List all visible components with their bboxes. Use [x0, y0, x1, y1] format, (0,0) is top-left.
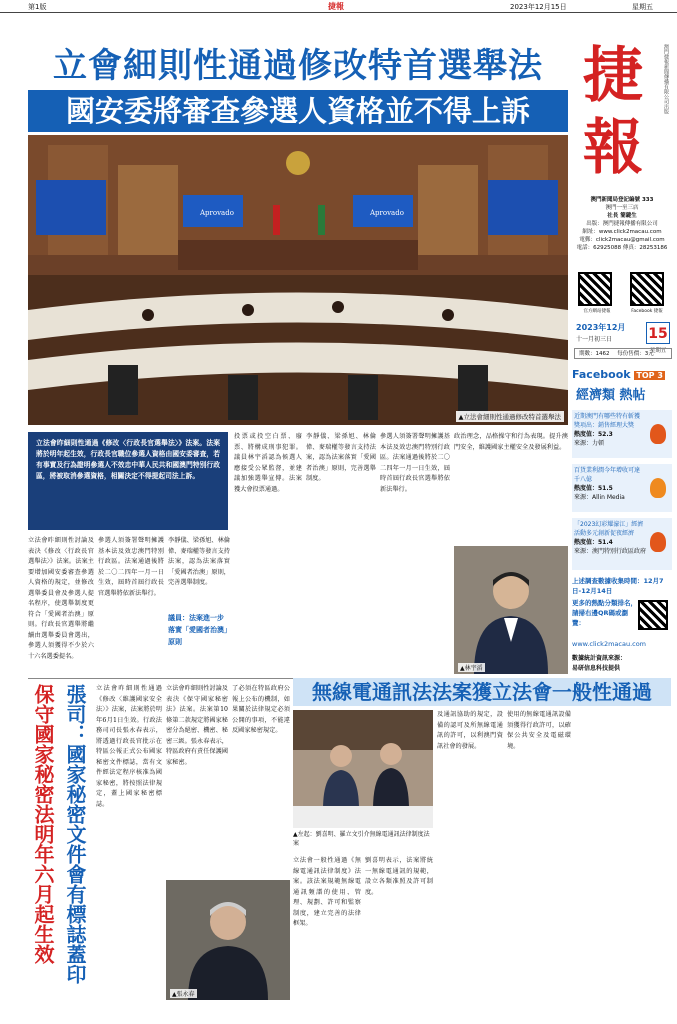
qr-code-website[interactable] [578, 272, 612, 306]
fb-item-1-text: 近期澳門有哪些特有斬獲獎項出：銷售經理大獎 [574, 413, 641, 429]
facebook-top3-box [572, 364, 672, 774]
fb-more: 更多的熱點分類排名，請掃右邊QR碼或瀏覽： [572, 599, 637, 627]
headline-secondary: 國安委將審查參選人資格並不得上訴 [28, 90, 568, 132]
story1-col2b: 李靜儀、梁孫旭、林倫偉、麥瑞權等發言支持法案，認為法案落實「愛國者治澳」原則，完善選舉制度。 [168, 537, 230, 586]
fb-top-label: TOP 3 [636, 371, 663, 380]
qr-row [574, 272, 670, 316]
calendar-lunar: 十一月初三日 [576, 336, 613, 343]
publisher-info [572, 196, 672, 252]
photo-caption: ▲立法會細則性通過修改特首選舉法 [456, 411, 565, 422]
fb-date-range: 上述調查數據收集時間：12月7日-12月14日 [572, 577, 664, 595]
issue-number: 期數：1462 [579, 351, 610, 357]
story2-headline-1: 張司：國家秘密文件會有標誌蓋印 [63, 684, 87, 984]
flame-icon [650, 424, 666, 444]
assembly-photo [28, 135, 568, 425]
story3-col4: 使用的無線電通訊設備須獲得行政許可，以確保公共安全及電磁環境。 [507, 711, 571, 750]
story2-headline-block [28, 684, 92, 1014]
fb-title-text: Facebook [572, 368, 631, 381]
fb-item-3[interactable] [572, 518, 672, 570]
president: 社長 簡鍵生 [607, 213, 637, 219]
lead-summary: 立法會昨細則性通過《修改〈行政長官選舉法〉》法案。法案將於明年起生效，行政長官職位參選人資格由國安委審查，若有事實及行為證明參選人不效忠中華人民共和國澳門特別行政區，將被取消參選資格，相關決定不得提起司法上訴。 [28, 432, 228, 530]
story3-col1: 立法會一般性通過《無線電通訊法律制度》法案。該法案規範無線電通訊頻譜的使用、管理、規劃、許可和監察制度，建立完善的法律框架。 [293, 857, 361, 927]
fb-item-1-heat: 熱度值：52.3 [574, 431, 613, 438]
screen-right-text: Aprovado [370, 209, 404, 217]
story1-col4: 李靜儀、梁孫旭、林倫偉、麥瑞權等發言支持法案，認為法案落實「愛國者治澳」原則，完善選舉制度。 [306, 433, 376, 482]
fb-item-3-heat: 熱度值：51.4 [574, 539, 613, 546]
radio-law-photo [293, 710, 433, 828]
story1-col6: 政治理念，品格操守和行為表現。提升澳門安全，維護國家主權安全及發展利益。 [454, 433, 568, 451]
paper-name-small: 捷報 [328, 2, 344, 11]
calendar-month: 2023年12月 [576, 323, 626, 332]
fb-source-2: 易研信息科技提供 [572, 665, 621, 672]
publisher-line: 出版：澳門捷報傳播有限公司 [586, 221, 658, 227]
zhang-photo [166, 880, 290, 1000]
top-bar [0, 0, 677, 14]
flame-icon [650, 478, 666, 498]
qr-code-facebook[interactable] [630, 272, 664, 306]
assembly-hall-illustration [28, 135, 568, 425]
qr-label-website: 官方網站捷報 [583, 309, 611, 314]
address: 澳門一至三店 [605, 205, 639, 211]
fb-item-2-heat: 熱度值：51.5 [574, 485, 613, 492]
story1-col3: 投票或投空白票、廢票、將構成刑事犯罪。議員林宇滔認為候選人應接受公眾監督，並建議加強選舉宣傳。法案獲大會投票通過。 [234, 433, 302, 493]
email[interactable]: 電郵：click2macau@gmail.com [579, 237, 665, 243]
radio-photo-caption: ▲左起：劉喜明、羅立文引介無線電通訊法律制度法案 [293, 831, 430, 847]
fb-title [572, 368, 672, 381]
screen-left-text: Aprovado [200, 209, 234, 217]
issue-info [574, 348, 672, 359]
story3-col2: 劉喜明表示，法案將統一無線電通訊的規範，設立各類准照及許可制度。 [365, 857, 433, 896]
story2-col2: 立法會昨細則性討論及表決《保守國家秘密法》法案。法案第10條第二款規定將國家秘密分為絕密、機密、秘密三級。張永春表示，特區政府有責任保護國家秘密。 [166, 685, 228, 766]
masthead-char-2: 報 [583, 113, 643, 183]
fb-subtitle: 經濟類 熱帖 [576, 388, 646, 403]
zhang-photo-caption: ▲張永春 [172, 991, 195, 998]
lin-yutao-photo [454, 546, 568, 674]
masthead-char-1: 捷 [583, 41, 643, 111]
story2-headline-2: 保守國家秘密法明年六月起生效 [31, 684, 55, 964]
story1-subhead: 議員：法案進一步落實「愛國者治澳」原則 [168, 614, 228, 646]
headline-main: 立會細則性通過修改特首選舉法 [28, 44, 568, 88]
fb-item-2-text: 百貨業利潤今年增收可達千八億 [574, 467, 641, 483]
story1-col1: 立法會昨細則性討論及表決《修改〈行政長官選舉法〉》法案。法案主要增加國安委審查參選人資格的規定，並修改選舉委員會及參選人提名程序，使選舉制度更符合「愛國者治澳」原則。行政長官選舉將繼續由選舉委員會選出，參選人須獲得不少於六十六名選委提名。 [28, 537, 94, 660]
page-section: 第1版 [28, 3, 47, 11]
register-no: 澳門新聞局登記編號 333 [590, 197, 654, 203]
phone: 電話：62925088 傳真：28253186 [576, 245, 668, 251]
fb-item-1-source: 來源：力頓 [574, 440, 605, 447]
officials-illustration [293, 710, 433, 828]
story1-col5: 參選人須簽署聲明擁護基本法及效忠澳門特別行政區。法案通過後將於二〇二四年一月一日生效，屆時首屆行政長官選舉將依新法舉行。 [380, 433, 450, 493]
fb-item-1[interactable] [572, 410, 672, 458]
fb-item-3-text: 「2023幻彩耀濠江」經濟活動多元創新促夜經濟 [574, 521, 644, 537]
masthead-slogan: 澳門捷報新聞傳播有限公司出版 [663, 44, 669, 114]
portrait-illustration [166, 880, 290, 1000]
story2-col1: 立法會昨細則性通過《修改〈維護國家安全法〉》法案，法案將於明年6月1日生效。行政法務司司長張永春表示，將透過行政長官批示在特區公報正式公布國家秘密文件標誌，當有文件經法定程序核准為國家秘密，將按照法律規定，蓋上國家秘密標誌。 [96, 685, 162, 808]
calendar-weekday: 星期五 [649, 348, 667, 354]
qr-code-ranking[interactable] [638, 600, 668, 630]
story2-col3: 了必須在特區政府公報上公布的機制，如果關於法律規定必須公開的事項，不能違反國家秘密規定。 [232, 685, 290, 734]
weekday: 星期五 [632, 3, 653, 11]
calendar-day: 15 [646, 322, 670, 344]
qr-label-facebook: Facebook 捷報 [631, 309, 663, 314]
fb-item-2-source: 來源：Allin Media [574, 494, 625, 501]
lin-photo-caption: ▲林宇滔 [460, 665, 483, 672]
flame-icon [650, 532, 666, 552]
masthead [572, 40, 654, 190]
fb-item-2[interactable] [572, 464, 672, 512]
portrait-illustration [454, 546, 568, 674]
fb-item-3-source: 來源：澳門特別行政區政府 [574, 548, 647, 555]
fb-url[interactable]: www.click2macau.com [572, 640, 647, 648]
story3-headline: 無線電通訊法法案獲立法會一般性通過 [293, 678, 671, 706]
issue-date: 2023年12月15日 [510, 3, 567, 11]
price: 每份售價：3元 [617, 351, 654, 357]
story3-col3: 及通訊協助的規定，設備的認可及所無線電通訊的許可，以利澳門資訊社會的發展。 [437, 711, 503, 750]
fb-source-1: 數據統計資訊來源： [572, 655, 627, 662]
website[interactable]: 網址：www.click2macau.com [582, 229, 662, 235]
story1-col2: 參選人須簽署聲明擁護基本法及效忠澳門特別行政區。法案通過後將於二〇二四年一月一日生效，屆時首屆行政長官選舉將依新法舉行。 [98, 537, 164, 597]
